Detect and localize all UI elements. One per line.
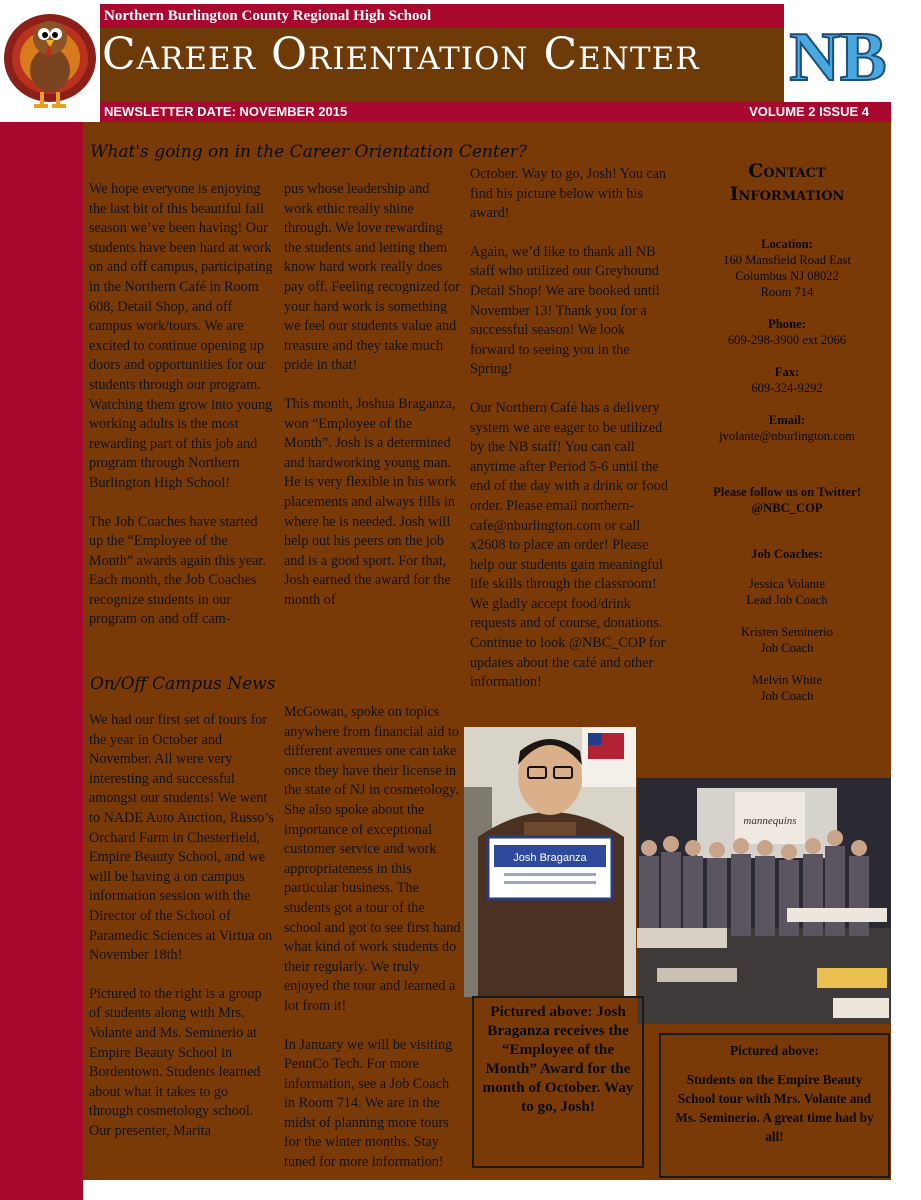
newsletter-title: Career Orientation Center (102, 29, 700, 80)
bottom-margin (83, 1180, 891, 1200)
paragraph: We had our first set of tours for the year in October and November. All were very interesting and successful amongst our students! We went to NADE Auto Auction, Russo’s Orchard Farm in Chesterfield, Empire Beauty School, and we will be having a on campus information session with the Director of the School of Paramedic Sciences at Virtua on November 18th! (89, 712, 274, 964)
left-accent-strip (0, 122, 83, 1200)
paragraph: Pictured to the right is a group of students along with Mrs. Volante and Ms. Seminerio at Empire Beauty School in Bordentown. Students learned about what it takes to go through cosmetology school. Our presenter, Marita (89, 985, 262, 1139)
nb-logo (786, 0, 891, 102)
article-column-3 (470, 165, 670, 712)
fax-number: 609-324-9292 (751, 381, 823, 395)
sign-text: mannequins (743, 815, 797, 827)
email-link[interactable]: jvolante@nburlington.com (719, 429, 855, 443)
phone-number: 609-298-3900 ext 2066 (727, 333, 847, 347)
coach-entry: Jessica Volante Lead Job Coach (746, 577, 828, 607)
coaches-label: Job Coaches: (751, 547, 823, 561)
section-heading-career-center: What's going on in the Career Orientation Center? (90, 142, 528, 162)
photo-empire-beauty-tour (637, 778, 891, 1024)
twitter-block: Please follow us on Twitter! @NBC_COP (699, 484, 875, 516)
contact-title: Contact Information (729, 160, 845, 205)
caption-empire-tour (659, 1033, 890, 1178)
address-line: Columbus NJ 08022 (735, 269, 839, 283)
paragraph: We hope everyone is enjoying the last bit of this beautiful fall season we’ve been having! Our students have been hard at work on and off campus, participating in the Northern Café in Room 608, Detail Shop, and off campus work/tours. We are excited to continue opening up doors and opportunities for our students through our program. Watching them grow into young working adults is the most rewarding part of this job and program through Northern Burlington High School! (89, 181, 273, 491)
news-column-2 (284, 703, 462, 1192)
section-heading-campus-news: On/Off Campus News (90, 674, 276, 694)
turkey-clipart (0, 0, 100, 120)
twitter-handle[interactable]: @NBC_COP (751, 501, 823, 515)
newsletter-date: NEWSLETTER DATE: NOVEMBER 2015 (104, 104, 348, 119)
paragraph: pus whose leadership and work ethic really shine through. We love rewarding the students and letting them know hard work really does pay off. Feeling recognized for your hard work is something we feel our students value and treasure and they take much pride in that! (284, 181, 460, 374)
caption-josh-award: Pictured above: Josh Braganza receives the “Employee of the Month” Award for the month of October. Way to go, Josh! (472, 996, 644, 1168)
contact-sidebar (699, 160, 875, 720)
coach-entry: Kristen Seminerio Job Coach (741, 625, 833, 655)
paragraph: In January we will be visiting PennCo Tech. For more information, see a Job Coach in Room 714. We are in the midst of planning more tours for the winter months. Stay tuned for more information! (284, 1036, 453, 1171)
fax-block: Fax: 609-324-9292 (699, 364, 875, 396)
paragraph: The Job Coaches have started up the “Employee of the Month” awards again this year. Each month, the Job Coaches recognize students in our program on and off cam- (89, 513, 266, 628)
caption-text: Students on the Empire Beauty School tour with Mrs. Volante and Ms. Seminerio. A great time had by all! (675, 1072, 874, 1144)
email-block: Email: jvolante@nburlington.com (699, 412, 875, 444)
paragraph: McGowan, spoke on topics anywhere from financial aid to different avenues one can take once they have their license in the state of NJ in cosmetology. She also spoke about the importance of exceptional customer service and work appropriateness in this particular business. The students got a tour of the school and got to see first hand what kind of work students do their regularly. We truly enjoyed the tour and learned a lot from it! (284, 704, 461, 1014)
logo-text: NB (789, 19, 887, 96)
certificate-name: Josh Braganza (513, 852, 587, 864)
school-name-bar (100, 4, 784, 28)
room: Room 714 (760, 285, 814, 299)
news-column-1 (89, 711, 275, 1160)
school-name: Northern Burlington County Regional High School (104, 8, 432, 24)
date-bar (100, 102, 891, 122)
caption-label: Pictured above: (730, 1043, 819, 1058)
paragraph: Again, we’d like to thank all NB staff who utilized our Greyhound Detail Shop! We are booked until November 13! Thank you for a successful season! We look forward to seeing you in the Spring! (470, 243, 660, 378)
paragraph: This month, Joshua Braganza, won “Employee of the Month”. Josh is a determined and hardworking young man. He is very flexible in his work placements and always fills in where he is needed. Josh will help out his peers on the job and is a good sport. For that, Josh earned the award for the month of (284, 395, 457, 608)
address-line: 160 Mansfield Road East (723, 253, 851, 267)
article-column-1 (89, 180, 275, 649)
article-column-2 (284, 180, 462, 629)
phone-block: Phone: 609-298-3900 ext 2066 (699, 316, 875, 348)
paragraph: October. Way to go, Josh! You can find his picture below with his award! (470, 166, 667, 222)
location-block: Location: 160 Mansfield Road East Columbus NJ 08022 Room 714 (699, 236, 875, 300)
paragraph: Our Northern Café has a delivery system we are eager to be utilized by the NB staff! You can call anytime after Period 5-6 until the end of the day with a drink or food order. Please email northern-cafe@nburlington.com or call x2608 to place an order! Please help our students gain meaningful life skills through the classroom! We gladly accept food/drink requests and of course, donations. Continue to look @NBC_COP for updates about the café and other information! (470, 399, 668, 691)
photo-josh-braganza (464, 727, 636, 997)
coach-entry: Melvin White Job Coach (751, 673, 823, 703)
volume-issue: VOLUME 2 ISSUE 4 (749, 104, 869, 119)
